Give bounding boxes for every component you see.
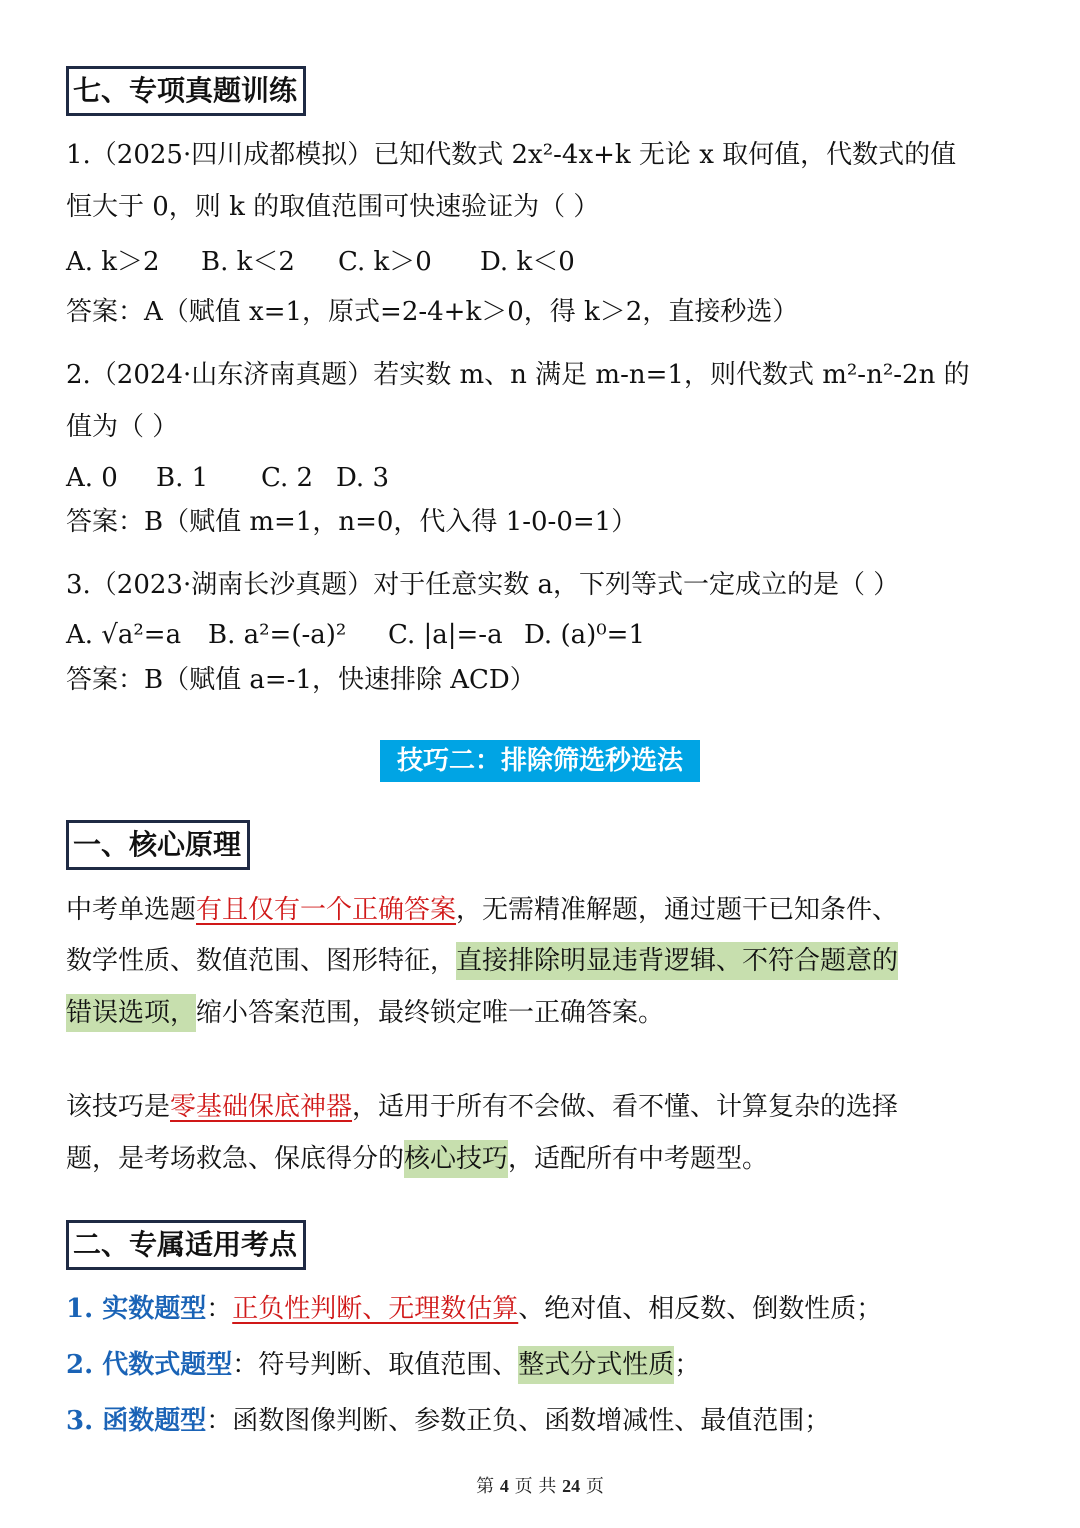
- core-p2-line2: [66, 1142, 768, 1176]
- option-a: A. √a²=a: [66, 620, 182, 650]
- option-b: B. k＜2: [201, 247, 295, 277]
- core-p1-line3: [66, 996, 664, 1030]
- text: ，适用于所有不会做、看不懂、计算复杂的选择: [352, 1092, 899, 1122]
- option-a: A. k＞2: [66, 247, 160, 277]
- point-item-3: [66, 1404, 830, 1438]
- core-p1-line2: [66, 944, 898, 978]
- core-p2-line1: [66, 1090, 898, 1124]
- page-total: 24: [562, 1476, 581, 1496]
- option-b: B. a²=(-a)²: [208, 620, 347, 650]
- text: ；: [674, 1350, 701, 1380]
- text: 中考单选题: [66, 895, 197, 925]
- highlight-text: 核心技巧: [404, 1140, 508, 1178]
- heading-text: 一、核心原理: [73, 828, 242, 861]
- section-banner: 技巧二：排除筛选秒选法: [380, 740, 700, 782]
- page-footer: [0, 1472, 1080, 1498]
- emphasis-text: 零基础保底神器: [170, 1092, 353, 1122]
- heading-text: 二、专属适用考点: [73, 1228, 298, 1261]
- text: ，适配所有中考题型。: [508, 1144, 769, 1174]
- text: 缩小答案范围，最终锁定唯一正确答案。: [196, 998, 665, 1028]
- option-b: B. 1: [156, 463, 209, 493]
- q3-answer: 答案：B（赋值 a=-1，快速排除 ACD）: [66, 665, 536, 695]
- highlight-text: 整式分式性质: [518, 1346, 674, 1384]
- q1-line1: 1.（2025·四川成都模拟）已知代数式 2x²-4x+k 无论 x 取何值，代数式的值: [66, 140, 957, 170]
- text: ：: [206, 1294, 233, 1324]
- q1-answer: 答案：A（赋值 x=1，原式=2-4+k＞0，得 k＞2，直接秒选）: [66, 297, 799, 327]
- footer-mid: 页 共: [514, 1476, 557, 1497]
- option-d: D. k＜0: [480, 247, 575, 277]
- item-label: 2. 代数式题型: [66, 1350, 233, 1380]
- section-heading-training: [66, 66, 306, 116]
- item-label: 1. 实数题型: [66, 1294, 207, 1324]
- heading-text: 七、专项真题训练: [73, 74, 298, 107]
- option-c: C. k＞0: [338, 247, 432, 277]
- footer-prefix: 第: [476, 1476, 495, 1497]
- q2-answer: 答案：B（赋值 m=1，n=0，代入得 1-0-0=1）: [66, 507, 638, 537]
- text: ：符号判断、取值范围、: [232, 1350, 519, 1380]
- text: 、绝对值、相反数、倒数性质；: [518, 1294, 883, 1324]
- item-label: 3. 函数题型: [66, 1406, 207, 1436]
- q2-line2: 值为（ ）: [66, 412, 179, 442]
- q2-line1: 2.（2024·山东济南真题）若实数 m、n 满足 m-n=1，则代数式 m²-n²-2n 的: [66, 360, 970, 390]
- text: 题，是考场救急、保底得分的: [66, 1144, 405, 1174]
- option-c: C. 2: [261, 463, 314, 493]
- footer-suffix: 页: [585, 1476, 604, 1497]
- core-p1-line1: [66, 893, 898, 927]
- option-c: C. |a|=-a: [388, 620, 503, 650]
- highlight-text: 错误选项，: [66, 994, 196, 1032]
- emphasis-text: 有且仅有一个正确答案: [196, 895, 457, 925]
- option-a: A. 0: [66, 463, 118, 493]
- option-d: D. 3: [336, 463, 389, 493]
- option-d: D. (a)⁰=1: [524, 620, 645, 650]
- point-item-1: [66, 1292, 882, 1326]
- highlight-text: 直接排除明显违背逻辑、不符合题意的: [456, 942, 898, 980]
- text: 数学性质、数值范围、图形特征，: [66, 946, 457, 976]
- emphasis-text: 正负性判断、无理数估算: [232, 1294, 519, 1324]
- text: ：函数图像判断、参数正负、函数增减性、最值范围；: [206, 1406, 831, 1436]
- q1-line2: 恒大于 0，则 k 的取值范围可快速验证为（ ）: [66, 192, 600, 222]
- section-heading-core: [66, 820, 250, 870]
- text: 该技巧是: [66, 1092, 171, 1122]
- page-number: 4: [499, 1476, 509, 1496]
- section-heading-points: [66, 1220, 306, 1270]
- text: ，无需精准解题，通过题干已知条件、: [456, 895, 899, 925]
- q3-line1: 3.（2023·湖南长沙真题）对于任意实数 a，下列等式一定成立的是（ ）: [66, 570, 900, 600]
- point-item-2: [66, 1348, 700, 1382]
